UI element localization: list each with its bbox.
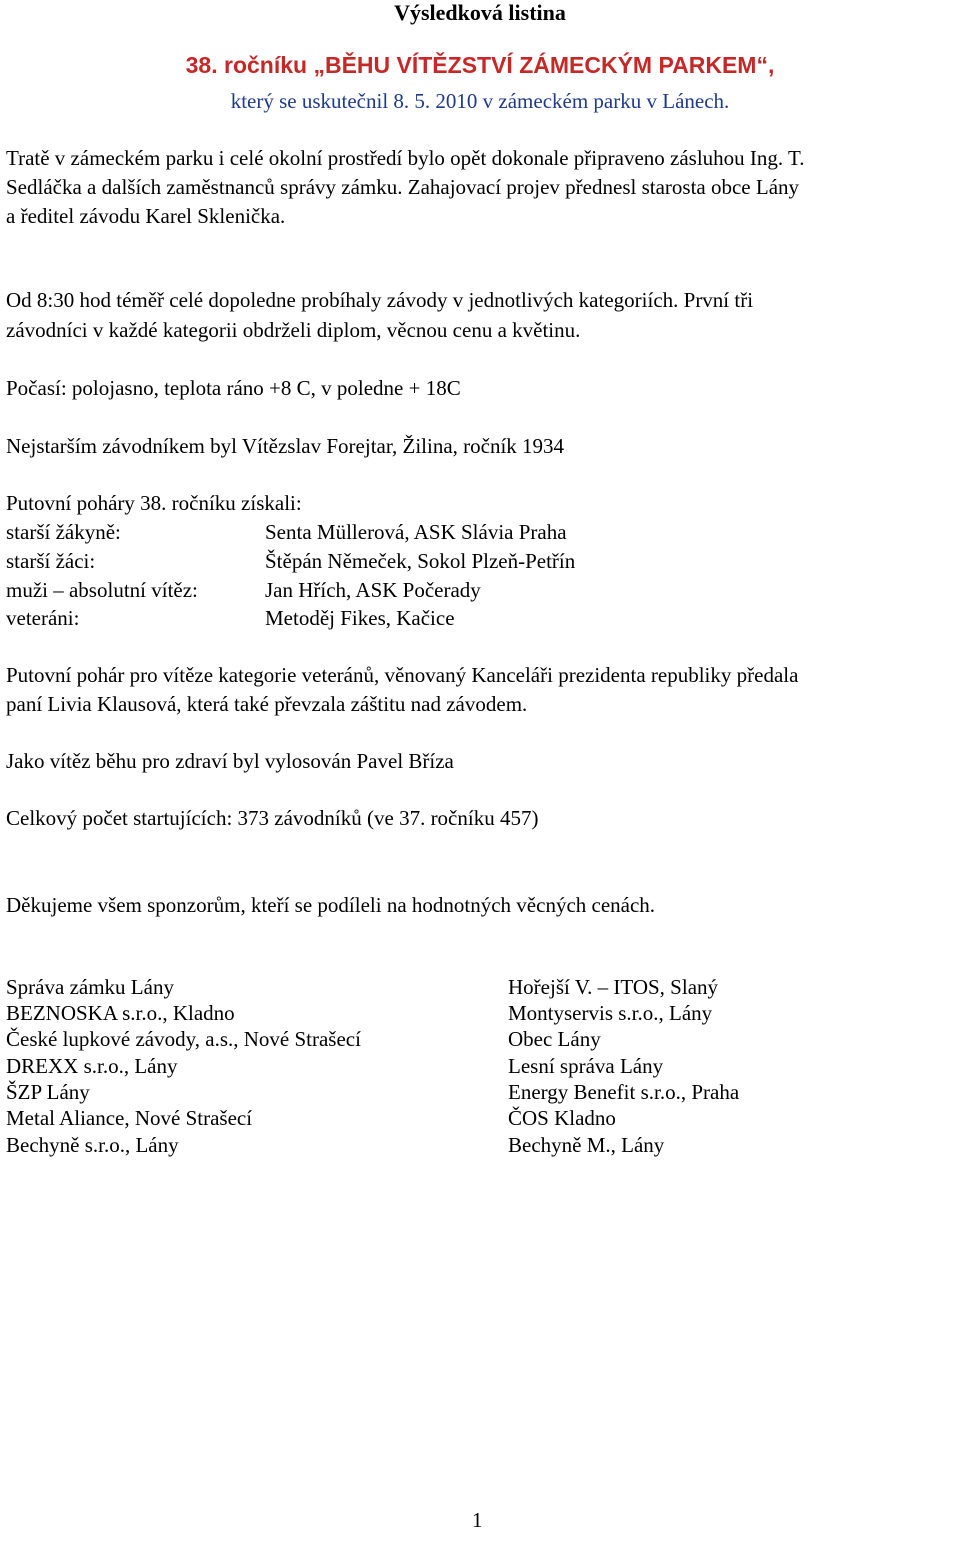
races-line-1: Od 8:30 hod téměř celé dopoledne probíhaly závody v jednotlivých kategoriích. První tři xyxy=(6,288,754,312)
sponsor-name: Lesní správa Lány xyxy=(508,1054,664,1078)
intro-line-2: Sedláčka a dalších zaměstnanců správy zámku. Zahajovací projev přednesl starosta obce Lány xyxy=(6,175,800,199)
page-number: 1 xyxy=(472,1508,483,1532)
sponsor-name: ŠZP Lány xyxy=(6,1080,90,1104)
intro-line-3: a ředitel závodu Karel Sklenička. xyxy=(6,204,286,228)
trophy-category: muži – absolutní vítěz: xyxy=(6,578,198,602)
trophy-category: starší žáci: xyxy=(6,549,96,573)
sponsor-name: Hořejší V. – ITOS, Slaný xyxy=(508,975,719,999)
event-name: 38. ročníku „BĚHU VÍTĚZSTVÍ ZÁMECKÝM PARKEM“, xyxy=(185,52,775,78)
trophy-category: veteráni: xyxy=(6,606,80,630)
sponsor-name: Správa zámku Lány xyxy=(6,975,174,999)
veteran-cup-line-1: Putovní pohár pro vítěze kategorie veteránů, věnovaný Kanceláři prezidenta republiky předala xyxy=(6,663,799,687)
sponsor-name: BEZNOSKA s.r.o., Kladno xyxy=(6,1001,235,1025)
event-date-location: který se uskutečnil 8. 5. 2010 v zámeckém parku v Lánech. xyxy=(230,89,730,113)
sponsor-name: Metal Aliance, Nové Strašecí xyxy=(6,1106,253,1130)
trophy-winner: Štěpán Němeček, Sokol Plzeň-Petřín xyxy=(265,549,576,573)
trophy-winner: Metoděj Fikes, Kačice xyxy=(265,606,455,630)
trophies-heading: Putovní poháry 38. ročníku získali: xyxy=(6,491,302,515)
document-title: Výsledková listina xyxy=(394,0,566,25)
sponsor-name: ČOS Kladno xyxy=(508,1106,616,1130)
sponsor-name: Energy Benefit s.r.o., Praha xyxy=(508,1080,740,1104)
sponsor-thanks: Děkujeme všem sponzorům, kteří se podíleli na hodnotných věcných cenách. xyxy=(6,893,656,917)
oldest-runner: Nejstarším závodníkem byl Vítězslav Forejtar, Žilina, ročník 1934 xyxy=(6,434,565,458)
weather: Počasí: polojasno, teplota ráno +8 C, v poledne + 18C xyxy=(6,376,461,400)
sponsor-name: Montyservis s.r.o., Lány xyxy=(508,1001,713,1025)
trophy-winner: Senta Müllerová, ASK Slávia Praha xyxy=(265,520,567,544)
sponsor-name: Bechyně M., Lány xyxy=(508,1133,665,1157)
intro-line-1: Tratě v zámeckém parku i celé okolní prostředí bylo opět dokonale připraveno zásluhou Ing. T. xyxy=(6,146,805,170)
sponsor-name: Obec Lány xyxy=(508,1027,601,1051)
health-run-winner: Jako vítěz běhu pro zdraví byl vylosován Pavel Bříza xyxy=(6,749,454,773)
sponsor-name: Bechyně s.r.o., Lány xyxy=(6,1133,179,1157)
races-line-2: závodníci v každé kategorii obdrželi diplom, věcnou cenu a květinu. xyxy=(6,318,581,342)
sponsor-name: České lupkové závody, a.s., Nové Strašecí xyxy=(6,1027,361,1051)
trophy-winner: Jan Hřích, ASK Počerady xyxy=(265,578,481,602)
sponsor-name: DREXX s.r.o., Lány xyxy=(6,1054,178,1078)
veteran-cup-line-2: paní Livia Klausová, která také převzala záštitu nad závodem. xyxy=(6,692,528,716)
trophy-category: starší žákyně: xyxy=(6,520,121,544)
total-starters: Celkový počet startujících: 373 závodníků (ve 37. ročníku 457) xyxy=(6,806,539,830)
